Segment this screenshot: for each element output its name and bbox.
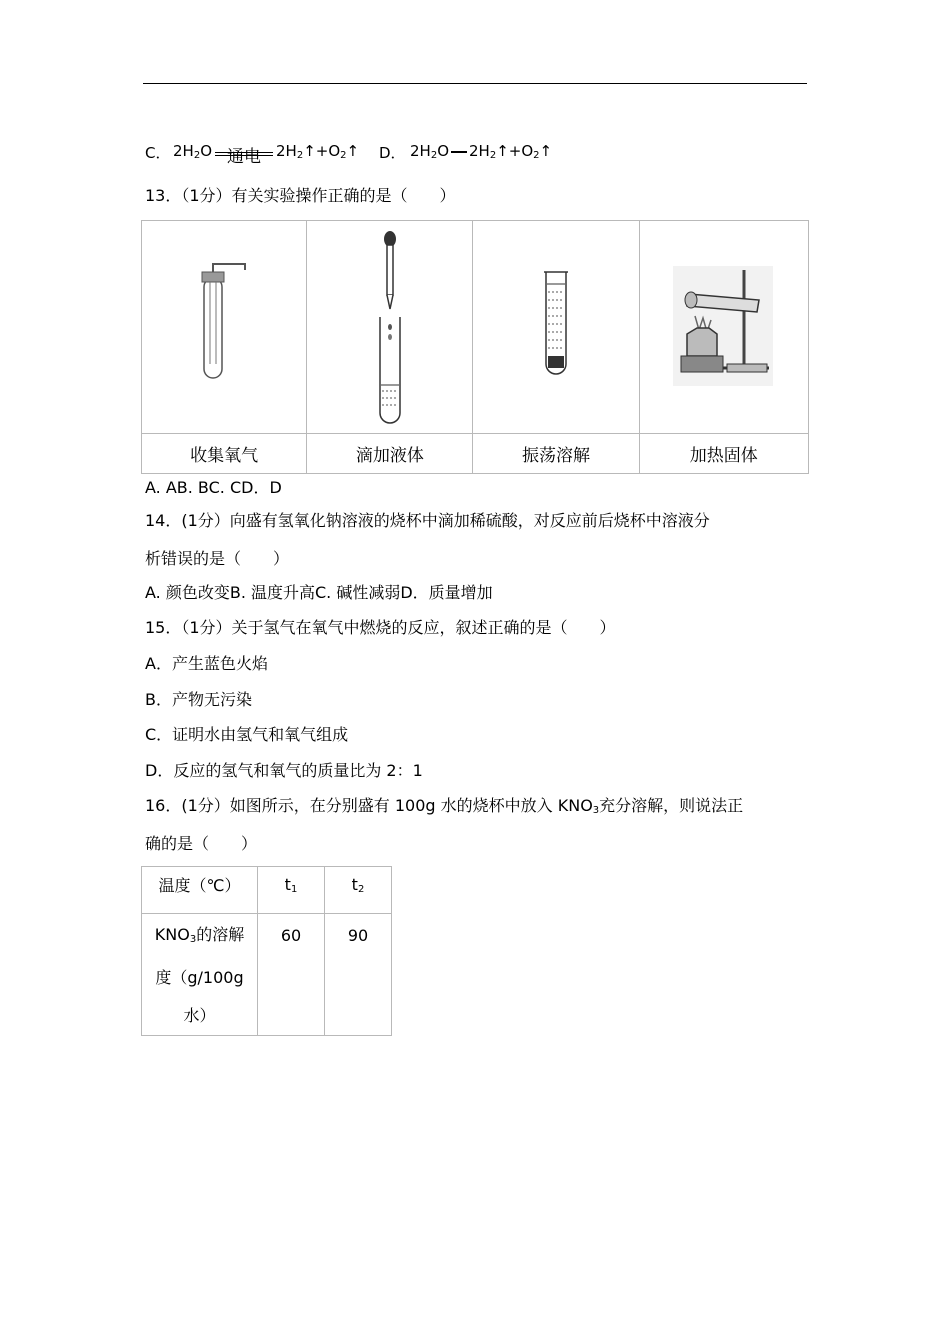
option-c-label: C． [145, 144, 171, 162]
label-add-liquid: 滴加液体 [307, 434, 473, 474]
q14-stem-line1: 14．(1分）向盛有氢氧化钠溶液的烧杯中滴加稀硫酸，对反应前后烧杯中溶液分 [145, 511, 710, 530]
value-t2: 90 [325, 914, 392, 1036]
label-heat-solid: 加热固体 [639, 434, 809, 474]
value-t1: 60 [258, 914, 325, 1036]
q15-option-c: C．证明水由氢气和氧气组成 [145, 725, 349, 744]
q16-stem-line1: 16．(1分）如图所示，在分别盛有 100g 水的烧杯中放入 $KNO_3$充分溶解，则说法正 [145, 796, 744, 816]
q15-option-d: D．反应的氢气和氧气的质量比为 2：1 [145, 761, 423, 780]
label-shake-dissolve: 振荡溶解 [473, 434, 639, 474]
q16-stem-line2: 确的是（ ） [145, 834, 258, 853]
q14-stem-line2: 析错误的是（ ） [145, 549, 290, 568]
q14-options: A. 颜色改变B. 温度升高C. 碱性减弱D．质量增加 [145, 583, 493, 602]
option-d-rhs: $2H_2↑+O_2↑$ [469, 142, 553, 161]
gas-collection-tube-icon [179, 260, 269, 390]
header-t1: $t_1$ [258, 867, 325, 914]
cell-dropper [307, 221, 473, 434]
row-label-solubility: $KNO_3$的溶解 度（g/100g 水） [142, 914, 258, 1036]
q13-options: A. AB. BC. CD．D [145, 478, 282, 497]
q13-stem: 13．（1分）有关实验操作正确的是（ ） [145, 186, 456, 205]
cell-heating [639, 221, 809, 434]
equation-line-top [215, 152, 273, 153]
equals-bar [451, 151, 467, 155]
q15-option-a: A．产生蓝色火焰 [145, 654, 268, 673]
cell-gas-collection [142, 221, 307, 434]
q15-stem: 15．（1分）关于氢气在氧气中燃烧的反应，叙述正确的是（ ） [145, 618, 616, 637]
option-c-lhs: $2H_2O$ [173, 142, 213, 161]
label-collect-oxygen: 收集氧气 [142, 434, 307, 474]
shaking-test-tube-icon [526, 260, 586, 390]
q13-apparatus-table [141, 220, 809, 474]
header-rule [143, 83, 807, 84]
cell-shaking [473, 221, 639, 434]
option-c-rhs: $2H_2↑+O_2↑$ [276, 142, 360, 161]
option-d-label: D． [379, 144, 406, 162]
q15-option-b: B．产物无污染 [145, 690, 252, 709]
heating-apparatus-icon [669, 260, 779, 390]
q16-solubility-table [141, 866, 392, 1036]
condition-electrolysis: 通电 [227, 147, 261, 167]
equation-line-bottom [215, 155, 273, 156]
header-temperature: 温度（℃） [142, 867, 258, 914]
option-d-lhs: $2H_2O$ [410, 142, 450, 161]
header-t2: $t_2$ [325, 867, 392, 914]
dropper-icon [360, 225, 420, 425]
